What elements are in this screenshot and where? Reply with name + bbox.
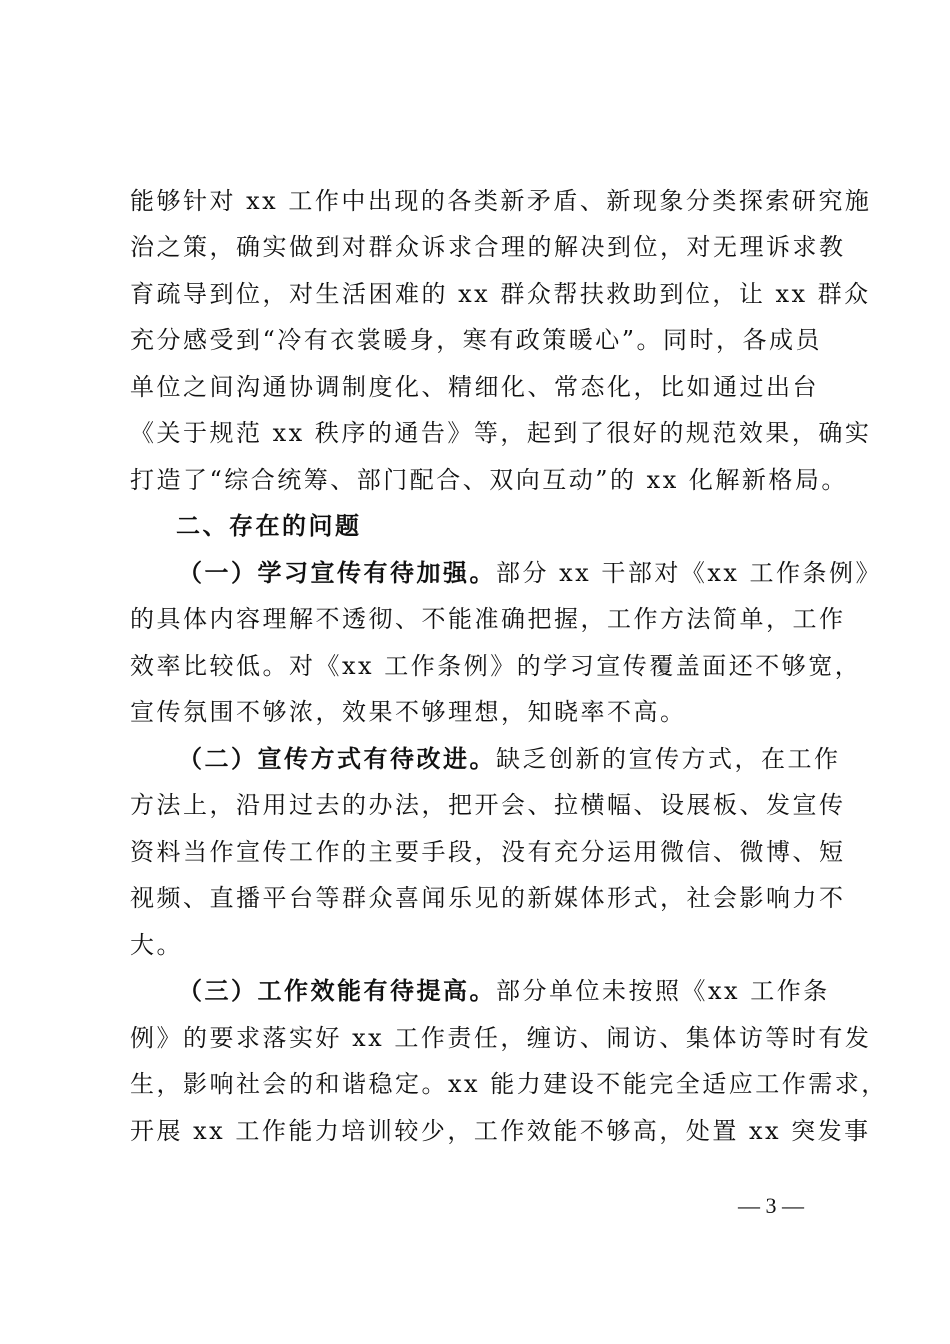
paragraph-line: 治之策，确实做到对群众诉求合理的解决到位，对无理诉求教 <box>130 233 846 261</box>
paragraph-line: 生，影响社会的和谐稳定。xx 能力建设不能完全适应工作需求， <box>130 1070 888 1098</box>
item-first-rest: 部分 xx 干部对《xx 工作条例》 <box>496 559 883 587</box>
item-lead: （一）学习宣传有待加强。 <box>178 559 496 587</box>
paragraph-line: 效率比较低。对《xx 工作条例》的学习宣传覆盖面还不够宽， <box>130 652 862 680</box>
paragraph-line: 《关于规范 xx 秩序的通告》等，起到了很好的规范效果，确实 <box>130 419 872 447</box>
item-first-line <box>178 744 841 774</box>
item-first-line <box>178 976 830 1006</box>
paragraph-line: 大。 <box>130 931 183 959</box>
paragraph-line: 育疏导到位，对生活困难的 xx 群众帮扶救助到位，让 xx 群众 <box>130 280 871 308</box>
paragraph-line: 打造了“综合统筹、部门配合、双向互动”的 xx 化解新格局。 <box>130 466 848 494</box>
paragraph-line: 单位之间沟通协调制度化、精细化、常态化，比如通过出台 <box>130 373 819 401</box>
paragraph-line: 能够针对 xx 工作中出现的各类新矛盾、新现象分类探索研究施 <box>130 187 872 215</box>
paragraph-line: 视频、直播平台等群众喜闻乐见的新媒体形式，社会影响力不 <box>130 884 846 912</box>
paragraph-line: 充分感受到“冷有衣裳暖身，寒有政策暖心”。同时，各成员 <box>130 326 823 354</box>
paragraph-line: 开展 xx 工作能力培训较少，工作效能不够高，处置 xx 突发事 <box>130 1117 871 1145</box>
item-lead: （三）工作效能有待提高。 <box>178 977 496 1005</box>
paragraph-line: 资料当作宣传工作的主要手段，没有充分运用微信、微博、短 <box>130 838 846 866</box>
paragraph-line: 宣传氛围不够浓，效果不够理想，知晓率不高。 <box>130 698 687 726</box>
section-heading: 二、存在的问题 <box>176 512 362 540</box>
paragraph-line: 方法上，沿用过去的办法，把开会、拉横幅、设展板、发宣传 <box>130 791 846 819</box>
paragraph-line: 的具体内容理解不透彻、不能准确把握，工作方法简单，工作 <box>130 605 846 633</box>
item-first-rest: 部分单位未按照《xx 工作条 <box>496 977 830 1005</box>
item-first-line <box>178 558 882 588</box>
page-number: — 3 — <box>738 1193 804 1218</box>
item-lead: （二）宣传方式有待改进。 <box>178 745 496 773</box>
paragraph-line: 例》的要求落实好 xx 工作责任，缠访、闹访、集体访等时有发 <box>130 1024 872 1052</box>
item-first-rest: 缺乏创新的宣传方式，在工作 <box>496 745 841 773</box>
